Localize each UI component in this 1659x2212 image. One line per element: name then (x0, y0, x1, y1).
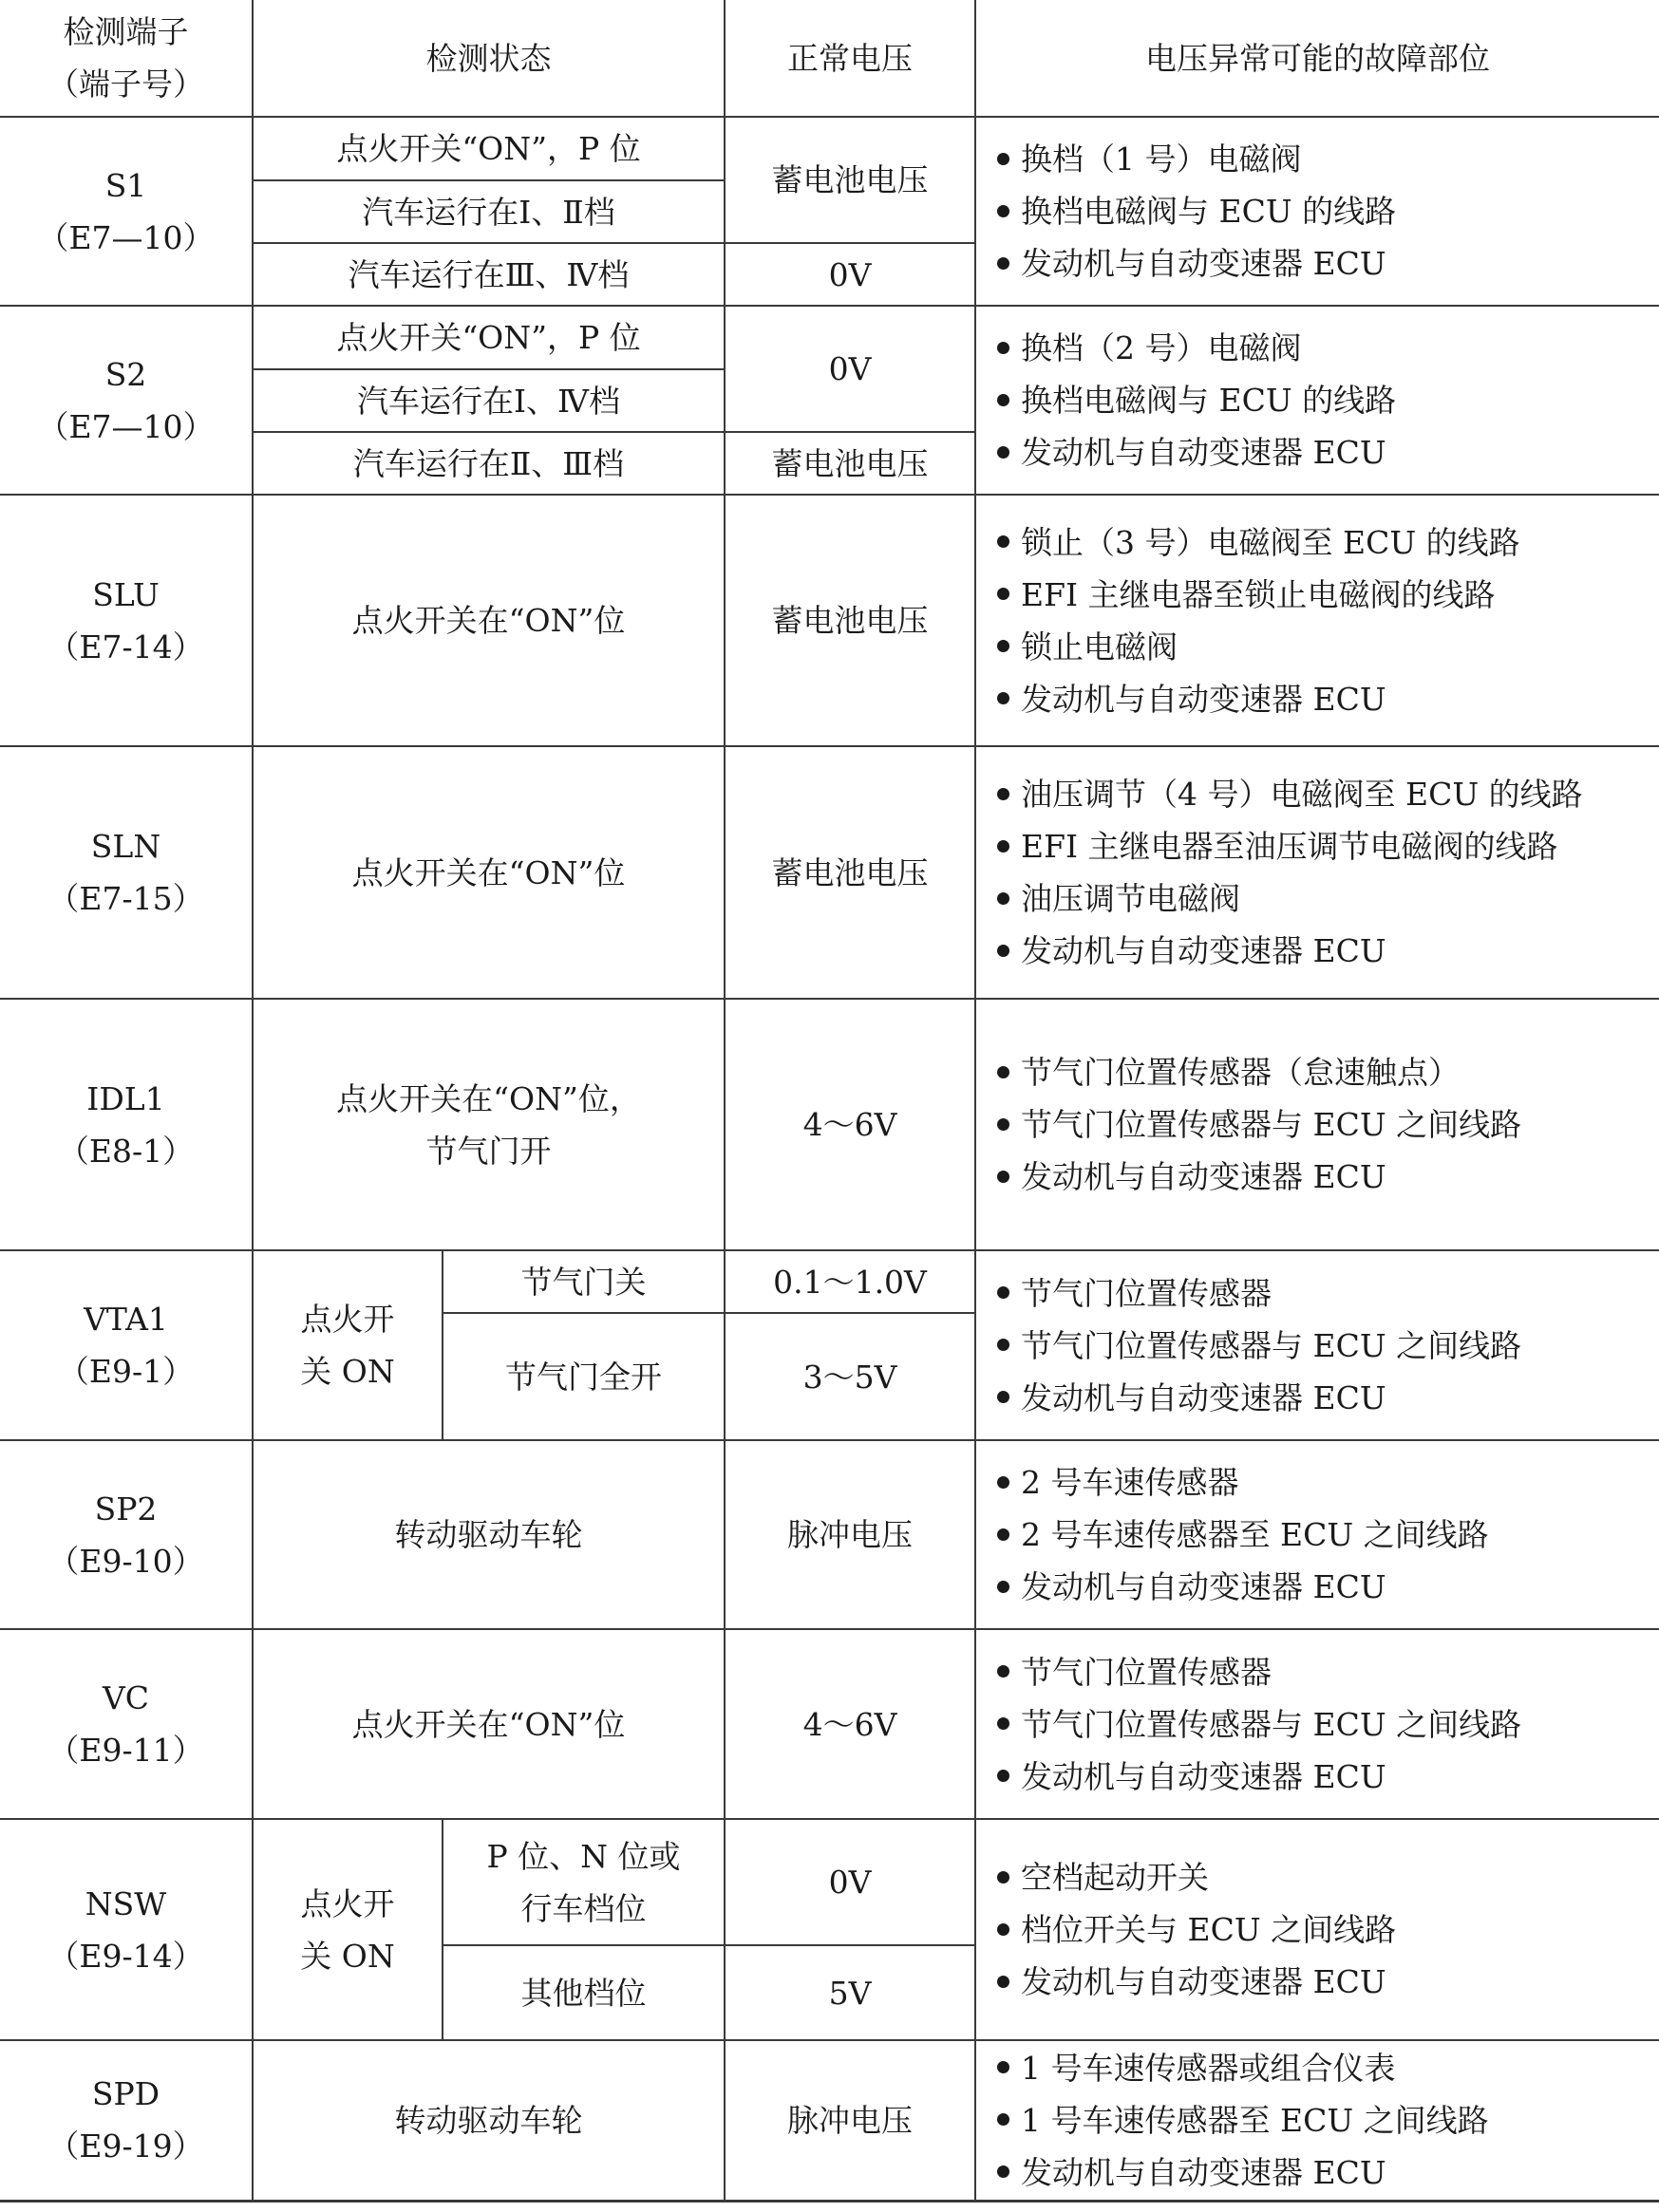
bullet-icon (997, 2165, 1009, 2178)
fault-item (997, 2094, 1659, 2146)
terminal-name: S1 (104, 166, 147, 204)
fault-item (997, 621, 1659, 673)
terminal-pin: （E8-1） (57, 1132, 195, 1170)
bullet-icon (997, 1391, 1009, 1403)
fault-item (997, 1151, 1659, 1203)
condition-group-line: 关 ON (300, 1353, 395, 1390)
fault-text: 2 号车速传感器 (1021, 1464, 1239, 1501)
terminal-cell (0, 1250, 253, 1440)
fault-text: 1 号车速传感器或组合仪表 (1021, 2049, 1396, 2087)
header-faults: 电压异常可能的故障部位 (975, 0, 1659, 117)
fault-text: 发动机与自动变速器 ECU (1021, 1158, 1386, 1195)
condition-cell: 点火开关“ON”，P 位 (253, 306, 725, 369)
fault-item (997, 1456, 1659, 1509)
fault-text: 发动机与自动变速器 ECU (1021, 2153, 1386, 2191)
fault-item (997, 768, 1659, 820)
fault-text: 换档（1 号）电磁阀 (1021, 141, 1302, 178)
condition-cell: 点火开关在“ON”位 (253, 746, 725, 999)
terminal-pin: （E7—10） (37, 407, 215, 445)
voltage-cell: 脉冲电压 (725, 1440, 975, 1629)
voltage-cell: 0V (725, 243, 975, 306)
fault-text: 1 号车速传感器至 ECU 之间线路 (1021, 2101, 1489, 2139)
table-row (0, 306, 1659, 369)
voltage-cell: 蓄电池电压 (725, 432, 975, 495)
condition-cell: 节气门全开 (443, 1313, 725, 1440)
condition-cell: 汽车运行在Ⅰ、Ⅳ档 (253, 369, 725, 432)
faults-cell (975, 999, 1659, 1250)
bullet-icon (997, 446, 1009, 459)
fault-text: 换档电磁阀与 ECU 的线路 (1021, 193, 1397, 230)
condition-cell: 点火开关在“ON”位 (253, 1629, 725, 1819)
fault-text: 发动机与自动变速器 ECU (1021, 1568, 1386, 1605)
fault-text: 节气门位置传感器 (1021, 1274, 1272, 1312)
fault-text: 锁止电磁阀 (1021, 628, 1178, 665)
fault-item (997, 374, 1659, 426)
faults-cell (975, 1250, 1659, 1440)
fault-item (997, 2146, 1659, 2199)
table-row (0, 1250, 1659, 1313)
condition-cell (253, 999, 725, 1250)
terminal-cell (0, 746, 253, 999)
terminal-cell (0, 999, 253, 1250)
terminal-pin: （E7—10） (37, 218, 215, 256)
fault-item (997, 237, 1659, 290)
bullet-icon (997, 1923, 1009, 1936)
bullet-icon (997, 692, 1009, 704)
terminal-cell (0, 1819, 253, 2040)
bullet-icon (997, 2061, 1009, 2073)
bullet-icon (997, 2113, 1009, 2126)
condition-line: 行车档位 (520, 1889, 647, 1927)
table-row (0, 2040, 1659, 2201)
fault-item (997, 426, 1659, 478)
condition-cell: 转动驱动车轮 (253, 2040, 725, 2201)
terminal-pin: （E7-15） (47, 880, 204, 917)
header-terminal-line: 检测端子 (63, 13, 189, 50)
voltage-cell: 蓄电池电压 (725, 117, 975, 243)
fault-text: 节气门位置传感器与 ECU 之间线路 (1021, 1326, 1522, 1364)
bullet-icon (997, 1528, 1009, 1541)
fault-text: 油压调节电磁阀 (1021, 880, 1240, 917)
table-row (0, 1440, 1659, 1629)
fault-item (997, 1267, 1659, 1320)
bullet-icon (997, 1770, 1009, 1782)
table-row (0, 999, 1659, 1250)
faults-cell (975, 1629, 1659, 1819)
terminal-name: IDL1 (86, 1079, 165, 1117)
condition-group-cell (253, 1819, 443, 2040)
condition-line: 点火开关在“ON”位， (336, 1079, 641, 1117)
bullet-icon (997, 1066, 1009, 1078)
voltage-cell: 0V (725, 306, 975, 432)
fault-item (997, 820, 1659, 872)
faults-cell (975, 1440, 1659, 1629)
condition-cell: 转动驱动车轮 (253, 1440, 725, 1629)
voltage-cell: 5V (725, 1945, 975, 2040)
header-terminal (0, 0, 253, 117)
fault-text: 换档电磁阀与 ECU 的线路 (1021, 382, 1397, 419)
fault-text: 换档（2 号）电磁阀 (1021, 329, 1302, 366)
fault-text: EFI 主继电器至锁止电磁阀的线路 (1021, 575, 1496, 613)
condition-line: 节气门开 (425, 1132, 552, 1170)
voltage-cell: 4～6V (725, 1629, 975, 1819)
bullet-icon (997, 342, 1009, 354)
fault-item (997, 1046, 1659, 1098)
voltage-cell: 0V (725, 1819, 975, 1945)
fault-text: 档位开关与 ECU 之间线路 (1021, 1911, 1397, 1948)
terminal-name: SLU (92, 575, 160, 613)
fault-item (997, 1098, 1659, 1151)
condition-group-cell (253, 1250, 443, 1440)
terminal-pin: （E9-10） (47, 1542, 204, 1580)
condition-group-line: 点火开 (300, 1301, 395, 1338)
terminal-name: SP2 (94, 1490, 158, 1528)
bullet-icon (997, 1118, 1009, 1131)
condition-line: P 位、N 位或 (486, 1837, 681, 1875)
fault-item (997, 1320, 1659, 1372)
condition-cell: 其他档位 (443, 1945, 725, 2040)
terminal-cell (0, 1629, 253, 1819)
faults-cell (975, 306, 1659, 495)
fault-item (997, 1956, 1659, 2008)
fault-text: 空档起动开关 (1021, 1859, 1209, 1896)
bullet-icon (997, 1476, 1009, 1489)
terminal-pin: （E9-14） (47, 1937, 204, 1975)
condition-group-line: 点火开 (300, 1884, 395, 1922)
fault-item (997, 925, 1659, 977)
condition-cell: 节气门关 (443, 1250, 725, 1313)
faults-cell (975, 117, 1659, 306)
header-row (0, 0, 1659, 117)
terminal-pin: （E9-11） (47, 1732, 204, 1769)
table-row (0, 746, 1659, 999)
terminal-cell (0, 2040, 253, 2201)
fault-text: 发动机与自动变速器 ECU (1021, 1378, 1386, 1416)
bullet-icon (997, 640, 1009, 652)
fault-text: 节气门位置传感器与 ECU 之间线路 (1021, 1106, 1522, 1143)
bullet-icon (997, 257, 1009, 270)
bullet-icon (997, 1717, 1009, 1730)
terminal-pin: （E9-19） (47, 2128, 204, 2165)
terminal-name: SPD (91, 2075, 160, 2113)
voltage-cell: 3～5V (725, 1313, 975, 1440)
terminal-cell (0, 1440, 253, 1629)
voltage-cell: 蓄电池电压 (725, 495, 975, 746)
fault-text: 节气门位置传感器（怠速触点） (1021, 1054, 1460, 1091)
bullet-icon (997, 788, 1009, 800)
voltage-cell: 蓄电池电压 (725, 746, 975, 999)
fault-item (997, 1698, 1659, 1751)
bullet-icon (997, 394, 1009, 406)
voltage-cell: 0.1～1.0V (725, 1250, 975, 1313)
bullet-icon (997, 588, 1009, 600)
fault-text: 发动机与自动变速器 ECU (1021, 1757, 1386, 1795)
terminal-cell (0, 306, 253, 495)
bullet-icon (997, 945, 1009, 957)
fault-text: EFI 主继电器至油压调节电磁阀的线路 (1021, 828, 1558, 865)
fault-text: 2 号车速传感器至 ECU 之间线路 (1021, 1516, 1489, 1553)
fault-item (997, 1851, 1659, 1903)
bullet-icon (997, 840, 1009, 853)
terminal-cell (0, 495, 253, 746)
fault-text: 发动机与自动变速器 ECU (1021, 434, 1386, 471)
terminal-name: NSW (85, 1884, 167, 1922)
bullet-icon (997, 1665, 1009, 1678)
bullet-icon (997, 1339, 1009, 1351)
fault-item (997, 1903, 1659, 1956)
condition-group-line: 关 ON (300, 1937, 395, 1975)
bullet-icon (997, 1581, 1009, 1593)
terminal-name: S2 (104, 355, 147, 393)
faults-cell (975, 495, 1659, 746)
header-terminal-line: （端子号） (47, 66, 204, 103)
fault-item (997, 1372, 1659, 1424)
fault-text: 发动机与自动变速器 ECU (1021, 680, 1386, 718)
header-condition: 检测状态 (253, 0, 725, 117)
fault-text: 锁止（3 号）电磁阀至 ECU 的线路 (1021, 523, 1520, 561)
faults-cell (975, 2040, 1659, 2201)
terminal-name: VC (102, 1679, 150, 1716)
condition-cell (443, 1819, 725, 1945)
fault-item (997, 1509, 1659, 1561)
fault-item (997, 133, 1659, 185)
terminal-pin: （E7-14） (47, 628, 204, 665)
terminal-name: SLN (90, 828, 161, 865)
fault-text: 油压调节（4 号）电磁阀至 ECU 的线路 (1021, 776, 1583, 813)
terminal-pin: （E9-1） (57, 1353, 195, 1390)
bullet-icon (997, 1871, 1009, 1884)
faults-cell (975, 1819, 1659, 2040)
table-row (0, 117, 1659, 180)
table-row (0, 1629, 1659, 1819)
table-row (0, 495, 1659, 746)
voltage-cell: 脉冲电压 (725, 2040, 975, 2201)
faults-cell (975, 746, 1659, 999)
condition-cell: 汽车运行在Ⅱ、Ⅲ档 (253, 432, 725, 495)
fault-item (997, 1646, 1659, 1698)
fault-item (997, 1751, 1659, 1803)
fault-item (997, 322, 1659, 374)
bullet-icon (997, 1171, 1009, 1183)
bullet-icon (997, 205, 1009, 217)
fault-item (997, 872, 1659, 925)
condition-cell: 点火开关在“ON”位 (253, 495, 725, 746)
terminal-cell (0, 117, 253, 306)
bullet-icon (997, 1286, 1009, 1299)
fault-text: 发动机与自动变速器 ECU (1021, 245, 1386, 282)
condition-cell: 汽车运行在Ⅰ、Ⅱ档 (253, 180, 725, 243)
fault-item (997, 569, 1659, 621)
fault-item (997, 516, 1659, 569)
fault-item (997, 1561, 1659, 1613)
table-row (0, 1819, 1659, 1945)
bullet-icon (997, 1976, 1009, 1988)
fault-item (997, 673, 1659, 725)
fault-item (997, 185, 1659, 237)
condition-cell: 汽车运行在Ⅲ、Ⅳ档 (253, 243, 725, 306)
fault-text: 节气门位置传感器 (1021, 1653, 1272, 1691)
bullet-icon (997, 892, 1009, 905)
fault-text: 发动机与自动变速器 ECU (1021, 1963, 1386, 2000)
condition-cell: 点火开关“ON”，P 位 (253, 117, 725, 180)
voltage-cell: 4～6V (725, 999, 975, 1250)
fault-item (997, 2042, 1659, 2094)
bullet-icon (997, 535, 1009, 548)
fault-text: 发动机与自动变速器 ECU (1021, 932, 1386, 969)
header-voltage: 正常电压 (725, 0, 975, 117)
fault-text: 节气门位置传感器与 ECU 之间线路 (1021, 1705, 1522, 1743)
terminal-name: VTA1 (84, 1301, 168, 1338)
bullet-icon (997, 153, 1009, 165)
